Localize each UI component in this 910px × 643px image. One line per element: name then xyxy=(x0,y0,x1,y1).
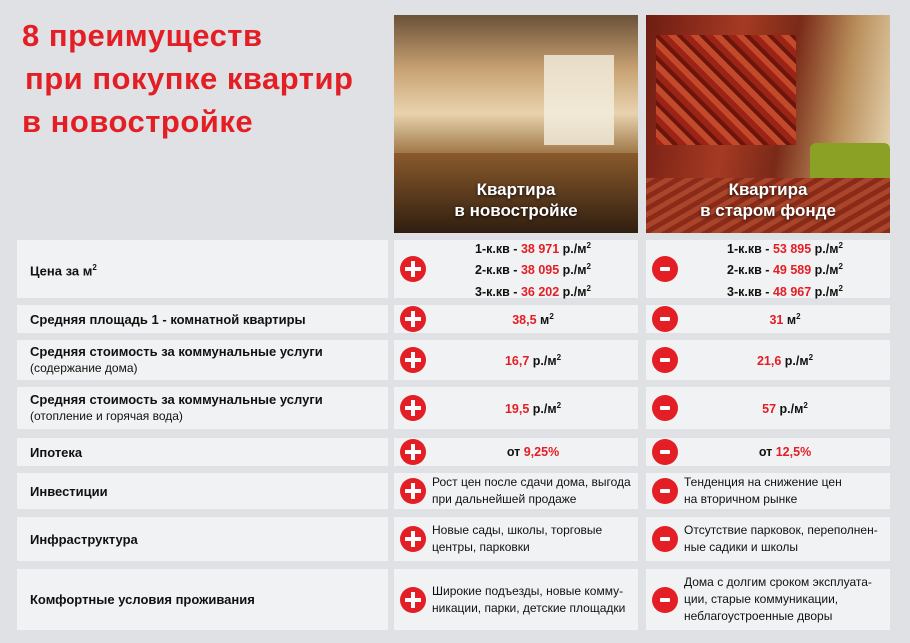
value-segment: Отсутствие парковок, переполнен- xyxy=(684,523,878,537)
value-cell-old xyxy=(646,340,890,380)
value-segment: р./м xyxy=(811,263,839,278)
value-text xyxy=(684,517,886,561)
table-row xyxy=(17,340,890,380)
value-segment: при дальнейшей продаже xyxy=(432,492,577,506)
value-line xyxy=(762,397,808,418)
value-text xyxy=(432,473,634,509)
value-number: 31 xyxy=(769,313,784,328)
value-cell-old xyxy=(646,240,890,298)
value-segment: от xyxy=(758,444,776,459)
table-row xyxy=(17,387,890,429)
value-line xyxy=(684,608,886,625)
title-line: в новостройке xyxy=(22,104,254,139)
new-building-apartment-photo xyxy=(394,15,638,233)
plus-icon xyxy=(400,478,426,504)
value-number: 38,5 xyxy=(512,313,537,328)
value-segment: 2 xyxy=(586,262,591,272)
value-segment: р./м xyxy=(811,242,839,257)
value-line xyxy=(684,591,886,608)
row-label-text: Средняя стоимость за коммунальные услуги xyxy=(30,344,323,359)
value-cell-old xyxy=(646,305,890,333)
value-line xyxy=(505,349,561,370)
value-segment: Новые сады, школы, торговые xyxy=(432,523,603,537)
value-cell-new xyxy=(394,305,638,333)
value-segment: 1-к.кв - xyxy=(727,242,773,257)
value-line xyxy=(475,280,591,301)
table-row xyxy=(17,240,890,298)
value-line xyxy=(432,600,634,617)
row-label-text: Цена за м xyxy=(30,263,93,279)
row-label-cell xyxy=(17,569,388,630)
value-text xyxy=(432,240,634,298)
value-segment: р./м xyxy=(529,402,557,417)
value-segment: 2 xyxy=(556,353,562,363)
row-label-text: Средняя площадь 1 - комнатной квартиры xyxy=(30,311,306,327)
table-row xyxy=(17,438,890,466)
value-segment: 2 xyxy=(549,312,554,322)
value-segment: от xyxy=(506,444,524,459)
table-row xyxy=(17,569,890,630)
value-segment: 2 xyxy=(556,401,562,411)
value-segment: 2 xyxy=(803,401,808,411)
value-text xyxy=(432,305,634,333)
value-line xyxy=(727,237,843,258)
row-label xyxy=(30,483,388,500)
value-cell-old xyxy=(646,387,890,429)
row-label-text: Средняя стоимость за коммунальные услуги xyxy=(30,392,323,407)
minus-icon xyxy=(652,526,678,552)
value-line xyxy=(769,308,800,329)
value-segment: р./м xyxy=(781,354,809,369)
value-line xyxy=(432,491,634,508)
value-text xyxy=(432,438,634,466)
plus-icon xyxy=(400,526,426,552)
value-line xyxy=(475,237,591,258)
value-text xyxy=(684,569,886,630)
value-text xyxy=(684,438,886,466)
title-line: при покупке квартир xyxy=(25,61,354,96)
minus-icon xyxy=(652,306,678,332)
value-number: 9,25% xyxy=(523,444,560,459)
row-label xyxy=(30,444,388,461)
caption-line: в старом фонде xyxy=(700,201,836,220)
value-line xyxy=(757,349,813,370)
value-segment: м xyxy=(783,313,797,328)
value-line xyxy=(432,539,634,556)
value-segment: 3-к.кв - xyxy=(727,284,773,299)
value-cell-old xyxy=(646,517,890,561)
plus-icon xyxy=(400,347,426,373)
plus-icon xyxy=(400,395,426,421)
value-text xyxy=(432,340,634,380)
value-line xyxy=(684,539,886,556)
value-line xyxy=(684,474,886,491)
value-segment: центры, парковки xyxy=(432,540,530,554)
value-segment: р./м xyxy=(529,354,557,369)
row-label-superscript: 2 xyxy=(92,262,97,272)
row-label xyxy=(30,531,388,548)
value-number: 21,6 xyxy=(756,354,782,369)
value-text xyxy=(684,387,886,429)
caption-line: Квартира xyxy=(728,180,808,199)
value-cell-new xyxy=(394,517,638,561)
row-label xyxy=(30,391,388,408)
value-text xyxy=(432,569,634,630)
value-segment: неблагоустроенные дворы xyxy=(684,609,833,623)
row-label xyxy=(30,259,388,279)
value-segment: р./м xyxy=(559,263,587,278)
value-segment: 2 xyxy=(586,241,591,251)
row-label-text: Комфортные условия проживания xyxy=(30,592,255,607)
old-building-apartment-photo xyxy=(646,15,890,233)
value-number: 57 xyxy=(762,402,777,417)
value-segment: 2-к.кв - xyxy=(727,263,773,278)
value-number: 16,7 xyxy=(504,354,530,369)
value-segment: Рост цен после сдачи дома, выгода xyxy=(432,475,631,489)
value-number: 49 589 xyxy=(772,263,812,278)
minus-icon xyxy=(652,478,678,504)
value-line xyxy=(505,397,561,418)
minus-icon xyxy=(652,256,678,282)
table-row xyxy=(17,517,890,561)
value-text xyxy=(684,340,886,380)
value-line xyxy=(507,444,559,461)
value-line xyxy=(759,444,811,461)
value-cell-old xyxy=(646,569,890,630)
value-line xyxy=(432,583,634,600)
value-line xyxy=(475,258,591,279)
plus-icon xyxy=(400,256,426,282)
row-label xyxy=(30,591,388,608)
value-line xyxy=(512,308,554,329)
value-line xyxy=(432,522,634,539)
value-segment: р./м xyxy=(811,284,839,299)
value-cell-new xyxy=(394,473,638,509)
row-label-cell xyxy=(17,473,388,509)
column-caption-new xyxy=(394,179,638,221)
value-text xyxy=(684,473,886,509)
value-number: 53 895 xyxy=(772,242,812,257)
value-segment: р./м xyxy=(559,242,587,257)
value-line xyxy=(727,280,843,301)
value-segment: ные садики и школы xyxy=(684,540,799,554)
value-cell-old xyxy=(646,473,890,509)
value-line xyxy=(432,474,634,491)
caption-line: Квартира xyxy=(476,180,556,199)
value-segment: 1-к.кв - xyxy=(475,242,521,257)
value-cell-new xyxy=(394,438,638,466)
row-label-text: Инфраструктура xyxy=(30,531,138,547)
value-number: 36 202 xyxy=(520,284,560,299)
row-label-note: (содержание дома) xyxy=(30,361,138,375)
value-segment: 3-к.кв - xyxy=(475,284,521,299)
plus-icon xyxy=(400,587,426,613)
value-cell-old xyxy=(646,438,890,466)
value-number: 48 967 xyxy=(772,284,812,299)
row-label xyxy=(30,311,388,328)
row-label-cell xyxy=(17,438,388,466)
value-segment: 2 xyxy=(838,283,843,293)
value-segment: р./м xyxy=(776,402,804,417)
value-segment: 2 xyxy=(796,312,801,322)
value-text xyxy=(432,387,634,429)
row-label-text: Инвестиции xyxy=(30,483,108,499)
value-line xyxy=(684,574,886,591)
row-label-cell xyxy=(17,305,388,333)
caption-line: в новостройке xyxy=(454,201,578,220)
value-segment: Широкие подъезды, новые комму- xyxy=(432,583,624,598)
value-cell-new xyxy=(394,240,638,298)
value-line xyxy=(684,491,886,508)
column-caption-old xyxy=(646,179,890,221)
value-number: 12,5% xyxy=(775,444,812,459)
row-label-cell xyxy=(17,387,388,429)
page-title xyxy=(22,14,353,143)
row-label-text: Ипотека xyxy=(30,444,83,460)
value-segment: 2 xyxy=(586,283,591,293)
value-text xyxy=(432,517,634,561)
value-segment: Тенденция на снижение цен xyxy=(684,475,842,489)
value-cell-new xyxy=(394,340,638,380)
value-segment: 2 xyxy=(808,353,814,363)
value-segment: 2-к.кв - xyxy=(475,263,521,278)
row-label xyxy=(30,343,388,360)
value-segment: м xyxy=(536,313,550,328)
value-segment: на вторичном рынке xyxy=(684,492,798,506)
row-label-cell xyxy=(17,240,388,298)
minus-icon xyxy=(652,347,678,373)
value-text xyxy=(684,240,886,298)
title-line: 8 преимуществ xyxy=(22,18,263,53)
table-row xyxy=(17,305,890,333)
row-label-cell xyxy=(17,517,388,561)
value-segment: р./м xyxy=(559,284,587,299)
row-label-cell xyxy=(17,340,388,380)
value-segment: ции, старые коммуникации, xyxy=(684,592,839,606)
plus-icon xyxy=(400,439,426,465)
value-segment: 2 xyxy=(838,262,843,272)
row-label-note: (отопление и горячая вода) xyxy=(30,409,183,423)
value-text xyxy=(684,305,886,333)
value-number: 19,5 xyxy=(504,402,530,417)
value-segment: Дома с долгим сроком эксплуата- xyxy=(684,575,872,589)
table-row xyxy=(17,473,890,509)
value-number: 38 971 xyxy=(520,242,560,257)
minus-icon xyxy=(652,587,678,613)
value-line xyxy=(684,522,886,539)
value-segment: 2 xyxy=(838,241,843,251)
value-cell-new xyxy=(394,387,638,429)
minus-icon xyxy=(652,395,678,421)
plus-icon xyxy=(400,306,426,332)
value-cell-new xyxy=(394,569,638,630)
minus-icon xyxy=(652,439,678,465)
value-number: 38 095 xyxy=(520,263,560,278)
value-segment: никации, парки, детские площадки xyxy=(432,600,626,615)
value-line xyxy=(727,258,843,279)
